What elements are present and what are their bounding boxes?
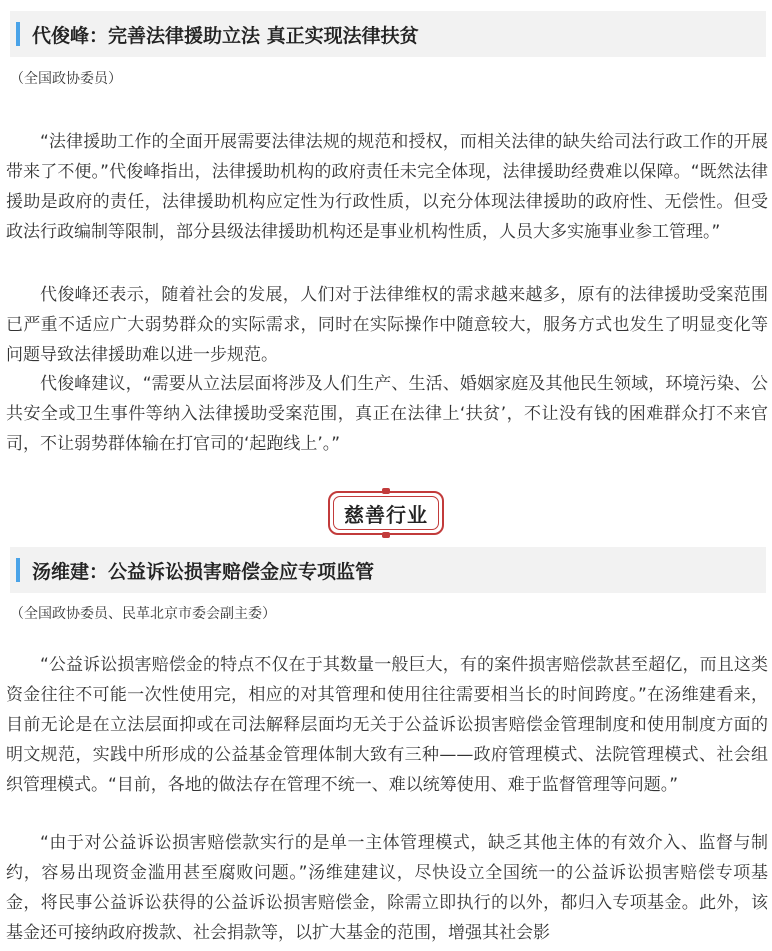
paragraph: 代俊峰建议，“需要从立法层面将涉及人们生产、生活、婚姻家庭及其他民生领域，环境污染、公共安全或卫生事件等纳入法律援助受案范围，真正在法律上‘扶贫’，不让没有钱的困难群众打不来官司，不让弱势群体输在打官司的‘起跑线上’。”	[6, 374, 768, 454]
badge-ornament-bottom	[382, 532, 390, 538]
section-subtitle: （全国政协委员、民革北京市委会副主委）	[10, 606, 276, 622]
category-badge	[328, 491, 444, 535]
paragraph: “由于对公益诉讼损害赔偿款实行的是单一主体管理模式，缺乏其他主体的有效介入、监督与制约，容易出现资金滥用甚至腐败问题。”汤维建建议，尽快设立全国统一的公益诉讼损害赔偿专项基金，将民事公益诉讼获得的公益诉讼损害赔偿金，除需立即执行的以外，都归入专项基金。此外，该基金还可接纳政府拨款、社会捐款等，以扩大基金的范围，增强其社会影	[6, 833, 768, 943]
section-title: 汤维建：公益诉讼损害赔偿金应专项监管	[32, 560, 375, 583]
badge-label: 慈善行业	[333, 496, 439, 530]
badge-ornament-top	[382, 488, 390, 494]
section-title: 代俊峰：完善法律援助立法 真正实现法律扶贫	[32, 24, 419, 47]
paragraph: “法律援助工作的全面开展需要法律法规的规范和授权，而相关法律的缺失给司法行政工作的开展带来了不便。”代俊峰指出，法律援助机构的政府责任未完全体现，法律援助经费难以保障。“既然法律援助是政府的责任，法律援助机构应定性为行政性质，以充分体现法律援助的政府性、无偿性。但受政法行政编制等限制，部分县级法律援助机构还是事业机构性质，人员大多实施事业参工管理。”	[6, 132, 768, 242]
section-heading	[10, 11, 766, 57]
accent-bar	[16, 558, 20, 582]
paragraph: 代俊峰还表示，随着社会的发展，人们对于法律维权的需求越来越多，原有的法律援助受案范围已严重不适应广大弱势群众的实际需求，同时在实际操作中随意较大，服务方式也发生了明显变化等问题导致法律援助难以进一步规范。	[6, 285, 768, 365]
section-heading	[10, 547, 766, 593]
accent-bar	[16, 22, 20, 46]
paragraph: “公益诉讼损害赔偿金的特点不仅在于其数量一般巨大，有的案件损害赔偿款甚至超亿，而且这类资金往往不可能一次性使用完，相应的对其管理和使用往往需要相当长的时间跨度。”在汤维建看来，目前无论是在立法层面抑或在司法解释层面均无关于公益诉讼损害赔偿金管理制度和使用制度方面的明文规范，实践中所形成的公益基金管理体制大致有三种——政府管理模式、法院管理模式、社会组织管理模式。“目前，各地的做法存在管理不统一、难以统筹使用、难于监督管理等问题。”	[6, 655, 768, 795]
section-subtitle: （全国政协委员）	[10, 71, 122, 87]
